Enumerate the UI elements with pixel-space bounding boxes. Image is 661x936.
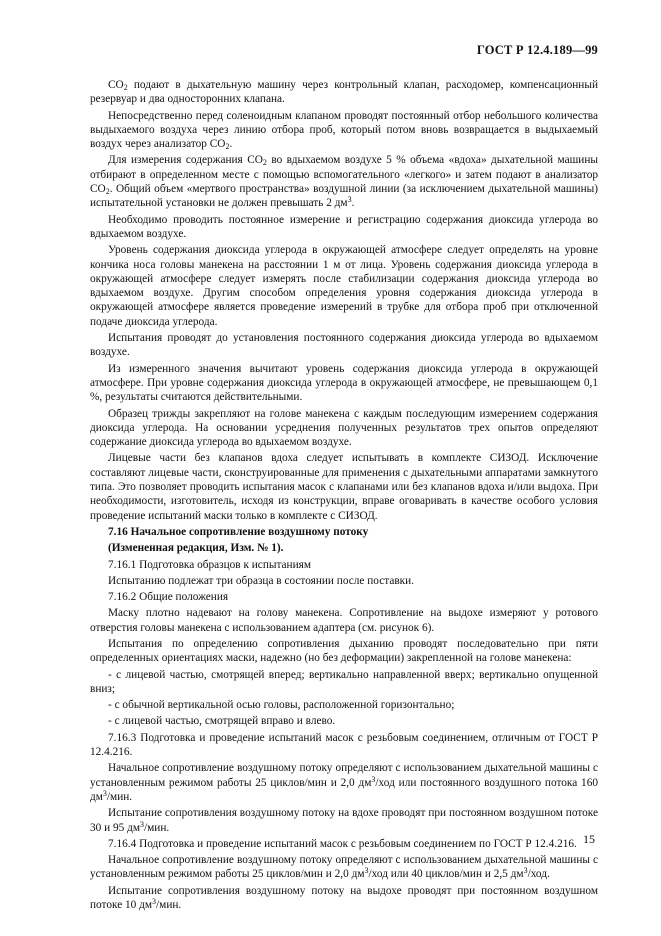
paragraph: Испытания по определению сопротивления дыханию проводят последовательно при пяти определенных ориентациях маски, надежно (но без деформации) закрепленной на голове манекена: [90, 637, 598, 665]
paragraph: Из измеренного значения вычитают уровень содержания диоксида углерода в окружающей атмосфере. При уровне содержания диоксида углерода в окружающей атмосфере, не превышающем 0,1 %, результаты считаются действительными. [90, 362, 598, 404]
standard-code-header: ГОСТ Р 12.4.189—99 [476, 43, 598, 57]
list-item: - с лицевой частью, смотрящей вперед; вертикально направленной вверх; вертикально опущенной вниз; [90, 668, 598, 695]
paragraph: Образец трижды закрепляют на голове манекена с каждым последующим измерением содержания диоксида углерода. На основании усреднения полученных результатов трех опытов определяют содержание диоксида углерода во вдыхаемом воздухе. [90, 407, 598, 449]
paragraph: Непосредственно перед соленоидным клапаном проводят постоянный отбор небольшого количества выдыхаемого воздуха через линию отбора проб, который потом вновь возвращается в выдыхаемый воздух через анализатор $CO_2$. [90, 109, 598, 152]
paragraph: Испытанию подлежат три образца в состоянии после поставки. [108, 574, 415, 587]
subsection-heading: 7.16.3 Подготовка и проведение испытаний масок с резьбовым соединением, отличным от ГОСТ Р 12.4.216. [90, 731, 598, 759]
paragraph: Уровень содержания диоксида углерода в окружающей атмосфере следует определять на уровне кончика носа головы манекена на расстоянии 1 м от лица. Уровень содержания диоксида углерода в окружающей атмосфере следует измерять после стабилизации содержания диоксида углерода во вдыхаемом воздухе. Другим способом определения уровня содержания диоксида углерода в окружающей атмосфере является проведение измерений в трубке для отбора проб при отключенной подаче диоксида углерода. [90, 244, 598, 328]
list-item: - с обычной вертикальной осью головы, расположенной горизонтально; [108, 699, 455, 712]
page-body [90, 78, 598, 914]
paragraph: Начальное сопротивление воздушному потоку определяют с использованием дыхательной машины с установленным режимом работы 25 циклов/мин и 2,0 $дм^3$/ход или 40 циклов/мин и 2,5 $дм^3$/ход. [90, 854, 598, 881]
paragraph: Маску плотно надевают на голову манекена. Сопротивление на выдохе измеряют у ротового отверстия головы манекена с использованием адаптера (см. рисунок 6). [90, 607, 598, 634]
subsection-heading: 7.16.1 Подготовка образцов к испытаниям [108, 558, 311, 571]
subsection-heading: 7.16.2 Общие положения [108, 591, 229, 604]
subsection-heading: 7.16.4 Подготовка и проведение испытаний масок с резьбовым соединением по ГОСТ Р 12.4.216. [108, 837, 577, 850]
paragraph: Испытание сопротивления воздушному потоку на вдохе проводят при постоянном воздушном потоке 30 и 95 $дм^3$/мин. [90, 807, 598, 834]
paragraph: Начальное сопротивление воздушному потоку определяют с использованием дыхательной машины с установленным режимом работы 25 циклов/мин и 2,0 $дм^3$/ход или постоянного воздушного потока 160 $дм^3$/мин. [90, 762, 598, 803]
paragraph: Необходимо проводить постоянное измерение и регистрацию содержания диоксида углерода во вдыхаемом воздухе. [90, 213, 598, 240]
paragraph: $CO_2$ подают в дыхательную машину через контрольный клапан, расходомер, компенсационный резервуар и два односторонних клапана. [90, 79, 598, 106]
paragraph: Для измерения содержания $CO_2$ во вдыхаемом воздухе 5 % объема «вдоха» дыхательной машины отбирают в определенном месте с помощью вспомогательного «легкого» и затем подают в анализатор $CO_2$. Общий объем «мертвого пространства» воздушной линии (за исключением дыхательной машины) испытательной установки не должен превышать 2 $дм^3$. [90, 154, 598, 210]
paragraph: Лицевые части без клапанов вдоха следует испытывать в комплекте СИЗОД. Исключение составляют лицевые части, сконструированные для применения с дыхательными аппаратами замкнутого типа. Это позволяет проводить испытания масок с клапанами или без клапанов вдоха и/или выдоха. При необходимости, изготовитель, исходя из конструкции, вправе оговаривать в качестве особого условия проведение испытаний маски только в комплекте с СИЗОД. [90, 452, 598, 522]
section-heading: 7.16 Начальное сопротивление воздушному потоку [108, 525, 369, 538]
page-number: 15 [583, 832, 595, 846]
list-item: - с лицевой частью, смотрящей вправо и влево. [108, 715, 336, 728]
paragraph: Испытание сопротивления воздушному потоку на выдохе проводят при постоянном воздушном потоке 10 $дм^3$/мин. [90, 884, 598, 912]
paragraph: Испытания проводят до установления постоянного содержания диоксида углерода во вдыхаемом воздухе. [90, 332, 598, 359]
amendment-note: (Измененная редакция, Изм. № 1). [108, 542, 284, 555]
